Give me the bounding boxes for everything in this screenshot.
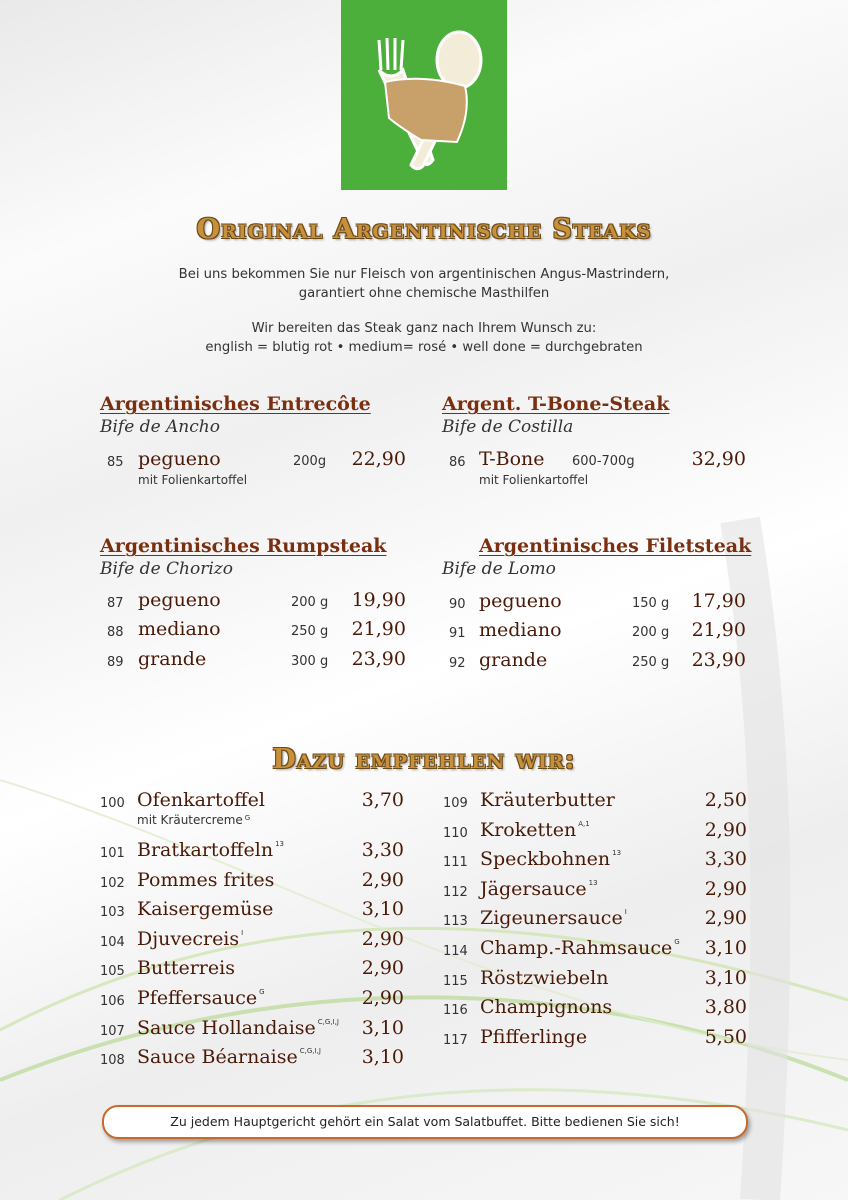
item-number: 101 (100, 846, 125, 861)
item-number: 109 (443, 796, 468, 811)
page-title: Original Argentinische Steaks (196, 214, 652, 245)
item-price: 3,30 (361, 839, 404, 861)
allergen-code: C,G,I,J (299, 1047, 321, 1056)
steak-group-rumpsteak (100, 535, 420, 579)
item-number: 89 (107, 655, 124, 670)
intro-line-1: Bei uns bekommen Sie nur Fleisch von argentinischen Angus-Mastrindern, (178, 267, 670, 282)
item-name (480, 937, 680, 959)
item-weight: 200 g (291, 595, 329, 610)
side-item (100, 839, 404, 867)
side-item (443, 937, 747, 965)
item-price: 2,90 (704, 907, 747, 930)
item-name-text: Kräuterbutter (480, 789, 615, 811)
side-item (443, 848, 747, 876)
item-number: 113 (443, 914, 468, 930)
item-number: 92 (449, 656, 466, 671)
steak-group-filetsteak (442, 535, 762, 579)
side-item (443, 878, 747, 906)
item-weight: 200g (293, 454, 327, 469)
item-name-text: Kroketten (480, 818, 577, 841)
item-name (137, 789, 265, 811)
item-name-text: Ofenkartoffel (137, 789, 265, 811)
item-name-text: Kaisergemüse (137, 898, 274, 921)
item-name-text: Röstzwiebeln (480, 966, 609, 989)
side-item (100, 928, 404, 956)
item-price: 23,90 (351, 648, 406, 670)
item-weight: 150 g (632, 596, 670, 611)
item-price: 2,90 (361, 927, 404, 950)
item-name (480, 967, 608, 989)
item-price: 19,90 (351, 589, 406, 611)
item-name-text: Bratkartoffeln (137, 839, 274, 861)
menu-item (442, 590, 752, 618)
item-number: 110 (443, 825, 468, 841)
item-price: 21,90 (691, 619, 746, 641)
item-number: 115 (443, 973, 468, 989)
allergen-code: 13 (588, 878, 598, 887)
intro-line-2: garantiert ohne chemische Masthilfen (298, 285, 550, 301)
item-number: 86 (449, 455, 466, 470)
item-number: 87 (107, 596, 124, 611)
item-name-text: Speckbohnen (480, 848, 611, 871)
item-name (137, 869, 274, 891)
side-item (443, 907, 747, 935)
side-item (443, 819, 747, 847)
side-item (443, 789, 747, 817)
footer-note: Zu jedem Hauptgericht gehört ein Salat vom Salatbuffet. Bitte bedienen Sie sich! (102, 1105, 748, 1139)
item-price: 23,90 (691, 649, 746, 671)
item-price: 3,10 (704, 966, 747, 989)
item-number: 103 (100, 905, 125, 921)
menu-item (100, 589, 410, 617)
side-item (443, 1026, 747, 1054)
side-item (443, 967, 747, 995)
item-number: 106 (100, 994, 125, 1009)
item-price: 3,10 (361, 898, 404, 921)
item-name (137, 898, 273, 920)
group-title: Argentinisches Rumpsteak (100, 535, 387, 557)
item-name-text: Sauce Hollandaise (137, 1016, 316, 1039)
item-name (137, 957, 235, 979)
steak-group-entrecote (100, 393, 420, 437)
item-name (480, 1026, 587, 1048)
item-name-text: Sauce Béarnaise (137, 1046, 298, 1069)
side-item (443, 996, 747, 1024)
item-name (137, 987, 265, 1009)
allergen-code: I (241, 928, 244, 937)
item-weight: 600-700g (572, 454, 635, 469)
item-price: 2,90 (361, 987, 404, 1009)
item-price: 32,90 (691, 448, 746, 470)
intro-line-4: english = blutig rot • medium= rosé • well done = durchgebraten (205, 339, 643, 355)
item-name-text: Champ.-Rahmsauce (480, 937, 673, 959)
item-name (480, 996, 612, 1018)
item-name: T-Bone (479, 448, 545, 470)
item-name (480, 819, 590, 841)
group-subtitle: Bife de Chorizo (100, 559, 233, 579)
menu-item (100, 448, 410, 476)
item-number: 90 (449, 597, 466, 612)
item-name-text: Pfifferlinge (480, 1025, 588, 1048)
menu-item (442, 619, 752, 647)
logo (341, 0, 507, 190)
item-name-text: Butterreis (137, 957, 235, 980)
menu-item (442, 448, 752, 476)
item-name (137, 1017, 339, 1039)
item-price: 3,30 (704, 848, 747, 871)
item-name: pegueno (479, 590, 562, 612)
item-price: 2,90 (361, 957, 404, 980)
item-number: 102 (100, 875, 125, 891)
item-weight: 250 g (632, 655, 670, 670)
intro-line-3: Wir bereiten das Steak ganz nach Ihrem Wunsch zu: (251, 321, 597, 336)
item-name: mediano (138, 618, 221, 640)
item-price: 3,10 (704, 937, 747, 959)
item-price: 3,10 (361, 1046, 404, 1069)
item-name (480, 789, 615, 811)
item-price: 2,90 (704, 818, 747, 841)
item-number: 88 (107, 625, 124, 640)
allergen-code: 13 (275, 840, 284, 848)
item-price: 21,90 (351, 618, 406, 640)
item-name-text: Pfeffersauce (137, 987, 258, 1009)
menu-item (100, 618, 410, 646)
item-name-text: Champignons (480, 996, 613, 1019)
menu-item (100, 648, 410, 676)
side-item (100, 869, 404, 897)
allergen-code: G (674, 938, 680, 946)
item-name (480, 848, 621, 870)
item-name: grande (138, 648, 207, 670)
item-price: 3,70 (361, 789, 404, 811)
item-price: 5,50 (704, 1025, 747, 1048)
item-name: pegueno (138, 448, 221, 470)
item-number: 107 (100, 1023, 125, 1039)
item-name: grande (479, 649, 548, 671)
menu-item (442, 649, 752, 677)
group-title: Argentinisches Entrecôte (100, 393, 371, 415)
item-weight: 200 g (632, 625, 670, 640)
allergen-code: A,1 (578, 819, 590, 828)
item-number: 105 (100, 964, 125, 980)
allergen-code: 13 (612, 849, 622, 858)
side-item (100, 1046, 404, 1074)
group-subtitle: Bife de Costilla (442, 417, 574, 437)
item-number: 104 (100, 934, 125, 950)
item-name-text: Zigeunersauce (480, 907, 623, 930)
item-price: 3,80 (704, 996, 747, 1019)
item-note: mit Folienkartoffel (479, 473, 589, 487)
item-number: 108 (100, 1053, 125, 1069)
item-name: mediano (479, 619, 562, 641)
item-note (137, 813, 250, 827)
intro-text-1 (0, 266, 848, 303)
allergen-code: G (244, 814, 251, 822)
item-number: 111 (443, 855, 468, 871)
item-name-text: Pommes frites (137, 868, 275, 891)
item-number: 116 (443, 1003, 468, 1019)
allergen-code: I (624, 908, 627, 917)
item-number: 117 (443, 1032, 468, 1048)
item-name (480, 907, 627, 929)
allergen-code: G (259, 988, 265, 996)
item-weight: 250 g (291, 624, 329, 639)
side-item (100, 898, 404, 926)
item-note: mit Folienkartoffel (138, 473, 248, 487)
item-name-text: Djuvecreis (137, 927, 240, 950)
fork-spoon-napkin-icon (341, 0, 507, 190)
item-name-text: Jägersauce (480, 877, 587, 900)
item-number: 85 (107, 455, 124, 470)
side-item (100, 957, 404, 985)
item-number: 114 (443, 944, 468, 959)
side-item (100, 1017, 404, 1045)
item-note-text: mit Kräutercreme (137, 813, 243, 827)
item-weight: 300 g (291, 654, 329, 669)
intro-text-2 (0, 320, 848, 357)
section-title-sides: Dazu empfehlen wir: (272, 744, 576, 775)
item-number: 91 (449, 626, 466, 641)
steak-group-tbone (442, 393, 762, 437)
item-price: 2,90 (361, 868, 404, 891)
item-price: 2,90 (704, 877, 747, 900)
group-subtitle: Bife de Lomo (442, 559, 556, 579)
side-item (100, 987, 404, 1015)
item-price: 3,10 (361, 1016, 404, 1039)
item-name (480, 878, 598, 900)
item-price: 17,90 (691, 590, 746, 612)
item-name (137, 839, 284, 861)
item-price: 22,90 (351, 448, 406, 470)
item-number: 112 (443, 884, 468, 900)
item-name (137, 1046, 321, 1068)
group-title: Argentinisches Filetsteak (479, 535, 752, 557)
group-title: Argent. T-Bone-Steak (442, 393, 670, 415)
item-price: 2,50 (704, 789, 747, 811)
item-number: 100 (100, 796, 125, 811)
group-subtitle: Bife de Ancho (100, 417, 220, 437)
item-name (137, 928, 243, 950)
item-name: pegueno (138, 589, 221, 611)
allergen-code: C,G,I,J (317, 1017, 339, 1026)
